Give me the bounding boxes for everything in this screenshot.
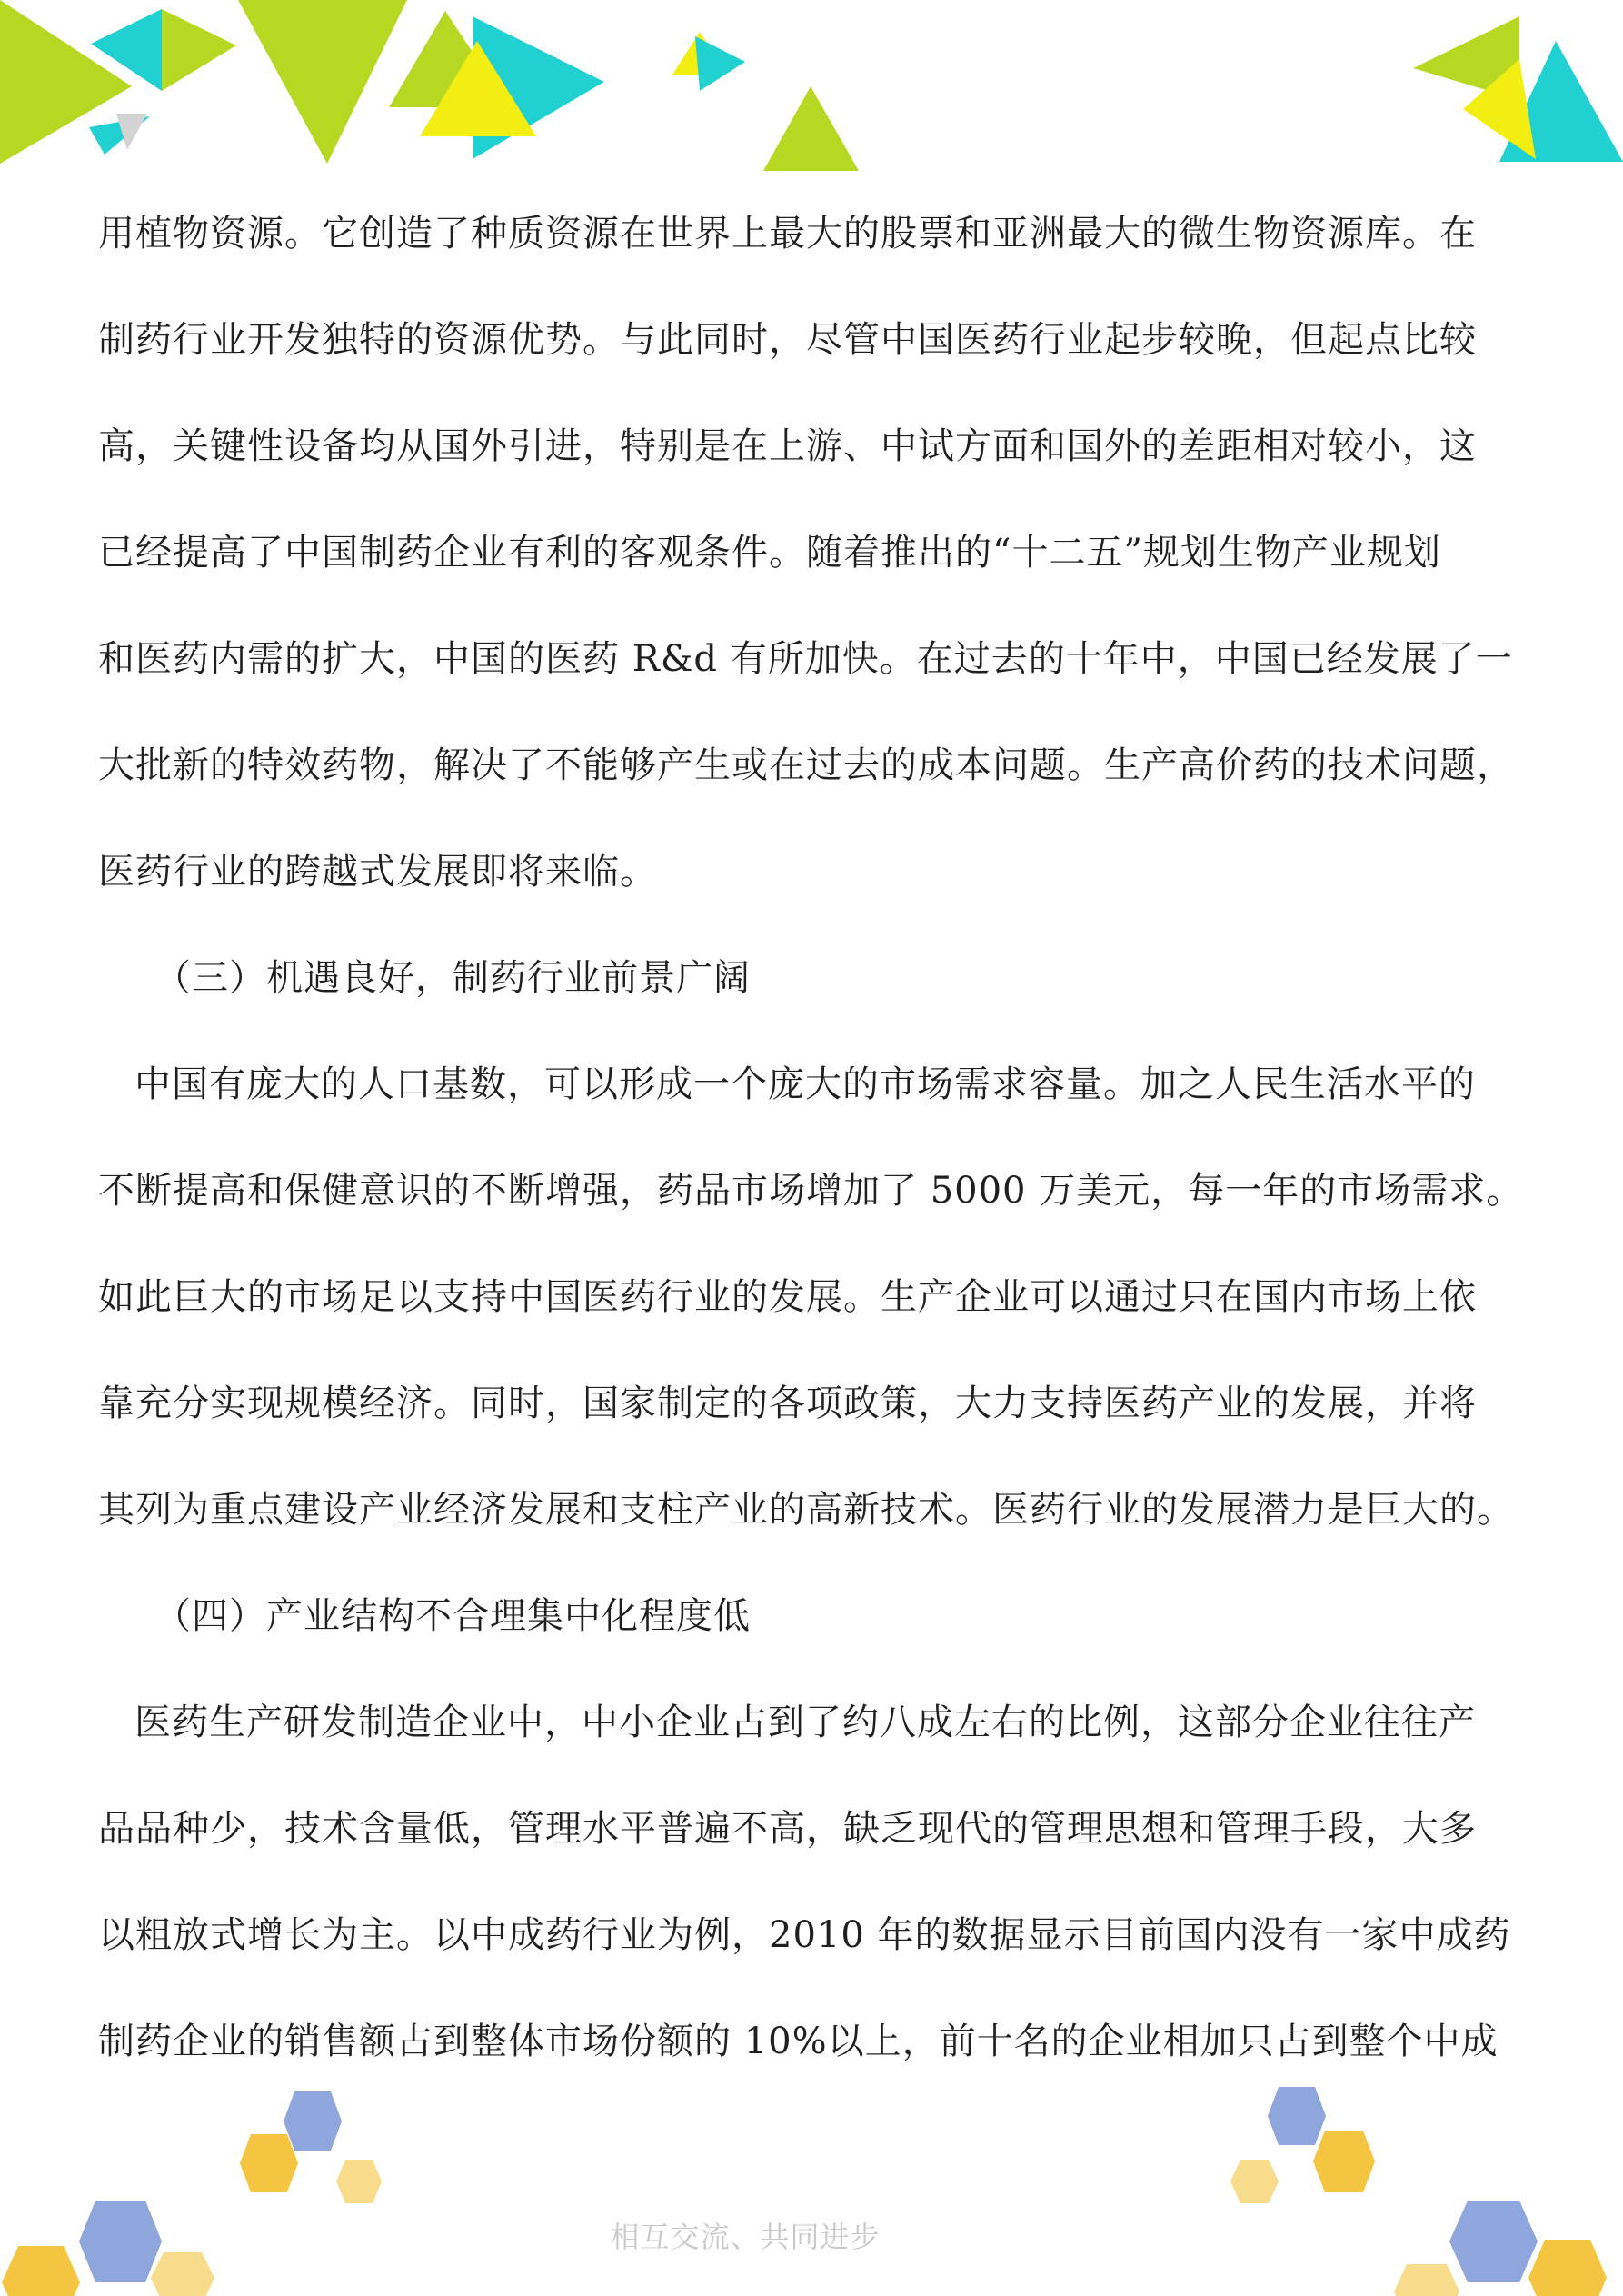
text-line: 用植物资源。它创造了种质资源在世界上最大的股票和亚洲最大的微生物资源库。在 (98, 213, 1477, 255)
text-line: 不断提高和保健意识的不断增强，药品市场增加了 5000 万美元，每一年的市场需求。 (98, 1170, 1524, 1212)
blue-hexagon (284, 2091, 342, 2151)
gold-hexagon (1313, 2131, 1375, 2192)
footer-slogan: 相互交流、共同进步 (610, 2220, 881, 2254)
text-line: 高，关键性设备均从国外引进，特别是在上游、中试方面和国外的差距相对较小，这 (98, 425, 1477, 467)
blue-hexagon (1268, 2087, 1326, 2145)
text-line: 中国有庞大的人口基数，可以形成一个庞大的市场需求容量。加之人民生活水平的 (134, 1063, 1476, 1105)
text-line: 以粗放式增长为主。以中成药行业为例，2010 年的数据显示目前国内没有一家中成药 (98, 1914, 1511, 1956)
text-line: 医药行业的跨越式发展即将来临。 (98, 851, 657, 893)
gold-hexagon (336, 2160, 382, 2203)
text-line: 靠充分实现规模经济。同时，国家制定的各项政策，大力支持医药产业的发展，并将 (98, 1383, 1477, 1424)
lime-triangle (162, 9, 236, 91)
text-line: 制药行业开发独特的资源优势。与此同时，尽管中国医药行业起步较晚，但起点比较 (98, 319, 1477, 361)
document-body (98, 193, 1534, 2107)
text-line: 品品种少，技术含量低，管理水平普遍不高，缺乏现代的管理思想和管理手段，大多 (98, 1808, 1477, 1850)
section-heading: （三）机遇良好，制药行业前景广阔 (154, 957, 751, 999)
gold-hexagon (1394, 2264, 1459, 2296)
text-line: 和医药内需的扩大，中国的医药 R&d 有所加快。在过去的十年中，中国已经发展了一 (98, 638, 1513, 680)
text-line: 其列为重点建设产业经济发展和支柱产业的高新技术。医药行业的发展潜力是巨大的。 (98, 1489, 1514, 1531)
gold-hexagon (1230, 2160, 1279, 2203)
text-line: 制药企业的销售额占到整体市场份额的 10%以上，前十名的企业相加只占到整个中成 (98, 2021, 1499, 2062)
text-line: 已经提高了中国制药企业有利的客观条件。随着推出的“十二五”规划生物产业规划 (98, 532, 1441, 574)
lime-triangle (763, 86, 859, 171)
top-triangle-decoration (0, 0, 1623, 182)
bottom-hexagon-decoration (0, 2087, 1623, 2296)
cyan-triangle (695, 36, 745, 91)
text-line: 如此巨大的市场足以支持中国医药行业的发展。生产企业可以通过只在国内市场上依 (98, 1276, 1477, 1318)
gold-hexagon (1528, 2240, 1607, 2296)
lime-triangle (238, 0, 407, 164)
text-line: 大批新的特效药物，解决了不能够产生或在过去的成本问题。生产高价药的技术问题， (98, 744, 1514, 786)
gold-hexagon (151, 2252, 214, 2296)
section-heading: （四）产业结构不合理集中化程度低 (154, 1595, 751, 1637)
gold-hexagon (240, 2134, 298, 2192)
text-line: 医药生产研发制造企业中，中小企业占到了约八成左右的比例，这部分企业往往产 (134, 1702, 1476, 1743)
